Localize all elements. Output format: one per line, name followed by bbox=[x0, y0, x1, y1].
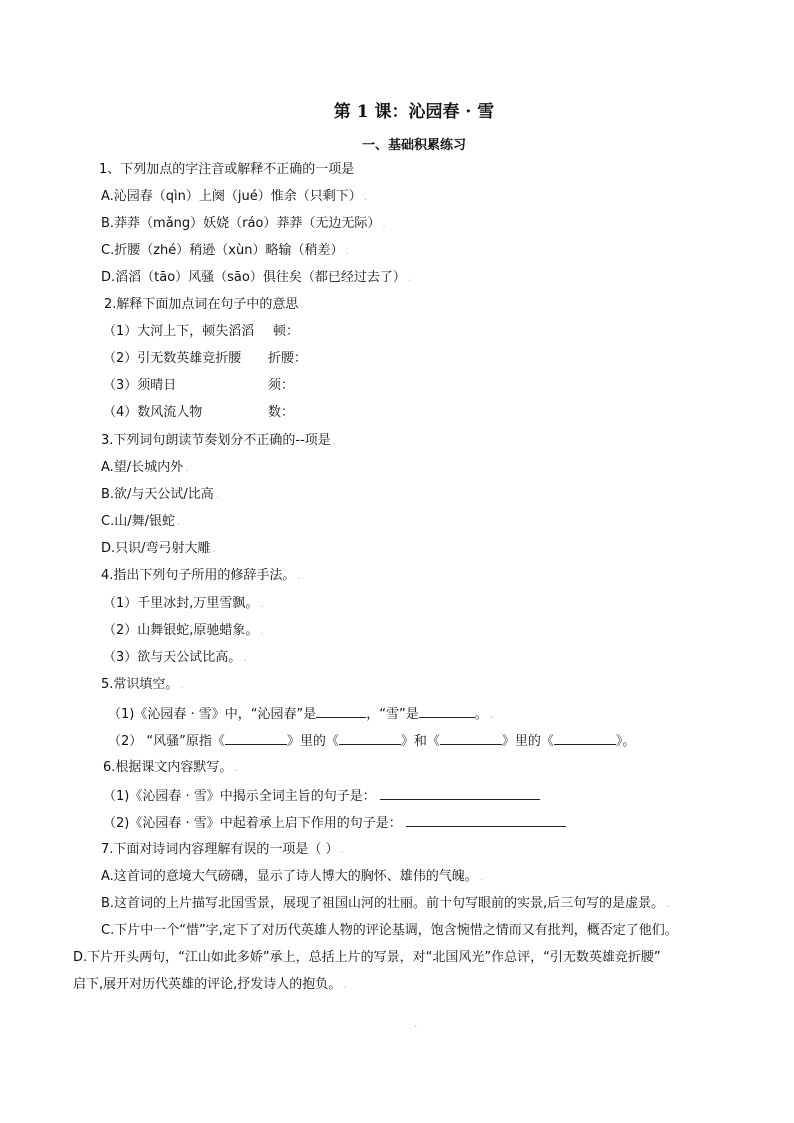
q2-item-3: （3）须晴日 须： bbox=[103, 378, 295, 393]
q1-option-b: B.莽莽（mǎng）妖娆（ráo）莽莽（无边无际） . bbox=[101, 216, 386, 231]
page-dot: · bbox=[414, 1022, 418, 1033]
q2-item-1: （1）大河上下，顿失滔滔 顿： bbox=[103, 324, 300, 339]
q7-option-c: C.下片中一个“惜”字,定下了对历代英雄人物的评论基调，饱含惋惜之情而又有批判，概否定了他们。 bbox=[101, 923, 678, 938]
q3-option-a: A.望/长城内外 . bbox=[101, 460, 189, 475]
q7-option-b: B.这首词的上片描写北国雪景，展现了祖国山河的壮丽。前十句写眼前的实景,后三句写的是虚景。 . bbox=[101, 896, 670, 911]
fill-blank bbox=[380, 787, 540, 800]
section-heading: 一、基础积累练习 bbox=[361, 138, 466, 153]
q7-option-d-continued: 启下,展开对历代英雄的评论,抒发诗人的抱负。 . bbox=[73, 977, 347, 992]
question-1-stem: 1、下列加点的字注音或解释不正确的一项是 bbox=[99, 162, 355, 177]
q7-option-a: A.这首词的意境大气磅礴，显示了诗人博大的胸怀、雄伟的气魄。 . bbox=[101, 869, 483, 884]
q6-item-1: （1)《沁园春 · 雪》中揭示全词主旨的句子是： bbox=[103, 787, 540, 805]
q2-item-2: （2）引无数英雄竞折腰 折腰： bbox=[103, 351, 308, 366]
question-5-stem: 5.常识填空。 . bbox=[101, 677, 184, 692]
q1-option-d: D.滔滔（tāo）风骚（sāo）俱往矣（都已经过去了） . bbox=[101, 270, 412, 285]
fill-blank bbox=[406, 814, 566, 827]
q3-option-d: D.只识/弯弓射大雕 . bbox=[101, 541, 216, 556]
q2-item-4: （4）数风流人物 数： bbox=[103, 405, 295, 420]
q7-option-d: D.下片开头两句，“江山如此多娇”承上，总括上片的写景，对“北国风光”作总评，“引无数英雄竞折腰” bbox=[73, 950, 661, 965]
q5-line-1: （1)《沁园春 · 雪》中，“沁园春”是 ，“雪”是 。 . bbox=[108, 707, 493, 722]
question-4-stem: 4.指出下列句子所用的修辞手法。 . bbox=[101, 568, 301, 583]
q5-line-2: （2） “风骚”原指《 》里的《 》和《 》里的《 》。 bbox=[108, 734, 636, 749]
q3-option-b: B.欲/与天公试/比高 . bbox=[101, 487, 219, 502]
q3-option-c: C.山/舞/银蛇 . bbox=[101, 514, 181, 529]
q4-item-3: （3）欲与天公试比高。 . bbox=[103, 650, 247, 665]
q4-item-2: （2）山舞银蛇,原驰蜡象。 . bbox=[103, 623, 264, 638]
fill-blank bbox=[554, 732, 616, 745]
q1-option-c: C.折腰（zhé）稍逊（xùn）略输（稍差） . bbox=[101, 243, 349, 258]
fill-blank bbox=[419, 705, 475, 718]
question-6-stem: 6.根据课文内容默写。 . bbox=[103, 760, 238, 775]
q6-item-2: （2)《沁园春 · 雪》中起着承上启下作用的句子是： bbox=[103, 814, 566, 832]
fill-blank bbox=[316, 705, 366, 718]
fill-blank bbox=[440, 732, 502, 745]
question-2-stem: 2.解释下面加点词在句子中的意思 . bbox=[104, 297, 304, 312]
fill-blank bbox=[225, 732, 287, 745]
question-7-stem: 7.下面对诗词内容理解有误的一项是（ ） . bbox=[101, 842, 344, 857]
q4-item-1: （1）千里冰封,万里雪飘。 . bbox=[103, 596, 264, 611]
question-3-stem: 3.下列词句朗读节奏划分不正确的--项是 . bbox=[101, 433, 336, 448]
page-title: 第 1 课：沁园春 · 雪 bbox=[333, 102, 495, 122]
fill-blank bbox=[339, 732, 401, 745]
q1-option-a: A.沁园春（qìn）上阕（jué）惟余（只剩下） . bbox=[101, 189, 367, 204]
